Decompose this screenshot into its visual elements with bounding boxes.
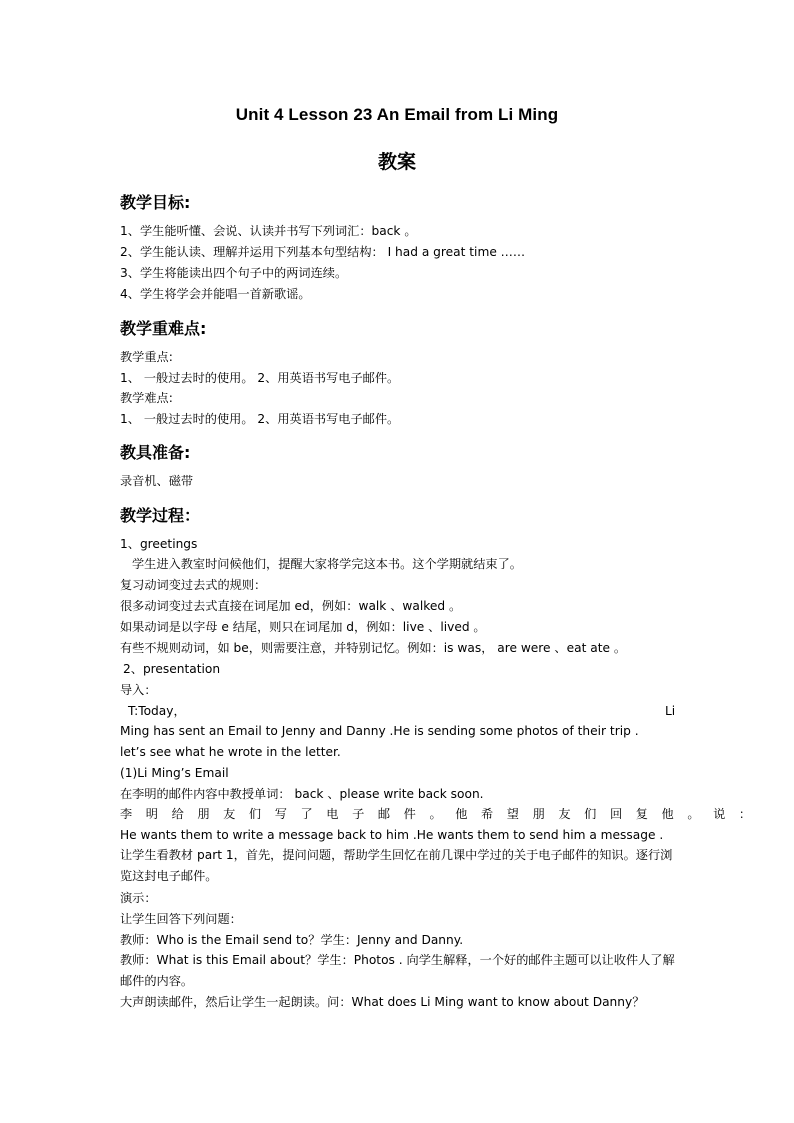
objective-item: 2、学生能认读、理解并运用下列基本句型结构： I had a great time …… xyxy=(120,245,526,259)
process-line: 如果动词是以字母 e 结尾，则只在词尾加 d，例如：live 、lived 。 xyxy=(120,620,486,634)
process-line: 学生进入教室时问候他们，提醒大家将学完这本书。这个学期就结束了。 xyxy=(132,557,522,571)
process-line: 有些不规则动词，如 be，则需要注意，并特别记忆。例如：is was， are were 、eat ate 。 xyxy=(120,641,627,655)
objective-item: 3、学生将能读出四个句子中的两词连续。 xyxy=(120,266,348,280)
process-paragraph: 让学生看教材 part 1，首先，提问问题，帮助学生回忆在前几课中学过的关于电子邮件的知识。逐行浏览这封电子邮件。 xyxy=(120,848,673,883)
process-line: 2、presentation xyxy=(123,662,221,676)
process-line: (1)Li Ming’s Email xyxy=(120,766,229,780)
process-line: 很多动词变过去式直接在词尾加 ed，例如：walk 、walked 。 xyxy=(120,599,462,613)
key-points-line: 教学重点: xyxy=(120,350,173,364)
process-line: let’s see what he wrote in the letter. xyxy=(120,745,341,759)
process-line: 复习动词变过去式的规则： xyxy=(120,578,267,592)
process-line: 李明给朋友们写了电子邮件。他希望朋友们回复他。说： xyxy=(120,807,765,821)
process-line: 1、greetings xyxy=(120,537,198,551)
process-line: 在李明的邮件内容中教授单词： back 、please write back soon. xyxy=(120,787,484,801)
section-heading-objectives: 教学目标: xyxy=(120,193,191,212)
section-heading-key-points: 教学重难点: xyxy=(120,319,207,338)
key-points-line: 1、 一般过去时的使用。 2、用英语书写电子邮件。 xyxy=(120,371,400,385)
process-line: Ming has sent an Email to Jenny and Danny .He is sending some photos of their trip . xyxy=(120,724,639,738)
section-heading-process: 教学过程： xyxy=(120,506,201,525)
objective-item: 1、学生能听懂、会说、认读并书写下列词汇：back 。 xyxy=(120,224,417,238)
document-title: Unit 4 Lesson 23 An Email from Li Ming xyxy=(235,105,559,124)
process-line: T:Today， xyxy=(128,704,186,718)
process-line: He wants them to write a message back to him .He wants them to send him a message . xyxy=(120,828,664,842)
key-points-line: 1、 一般过去时的使用。 2、用英语书写电子邮件。 xyxy=(120,412,400,426)
process-line: 导入： xyxy=(120,683,157,697)
materials-text: 录音机、磁带 xyxy=(120,474,194,488)
process-line: 大声朗读邮件，然后让学生一起朗读。问：What does Li Ming want to know about Danny？ xyxy=(120,995,645,1009)
process-paragraph: 教师：What is this Email about？学生：Photos . 向学生解释，一个好的邮件主题可以让收件人了解邮件的内容。 xyxy=(120,953,675,988)
process-line: 教师：Who is the Email send to？学生：Jenny and Danny. xyxy=(120,933,464,947)
key-points-line: 教学难点: xyxy=(120,391,173,405)
objective-item: 4、学生将学会并能唱一首新歌谣。 xyxy=(120,287,311,301)
process-line: 让学生回答下列问题： xyxy=(120,912,242,926)
section-heading-materials: 教具准备: xyxy=(120,443,191,462)
process-line: Li xyxy=(665,704,676,718)
document-subtitle: 教案 xyxy=(377,151,416,173)
process-line: 演示： xyxy=(120,891,157,905)
